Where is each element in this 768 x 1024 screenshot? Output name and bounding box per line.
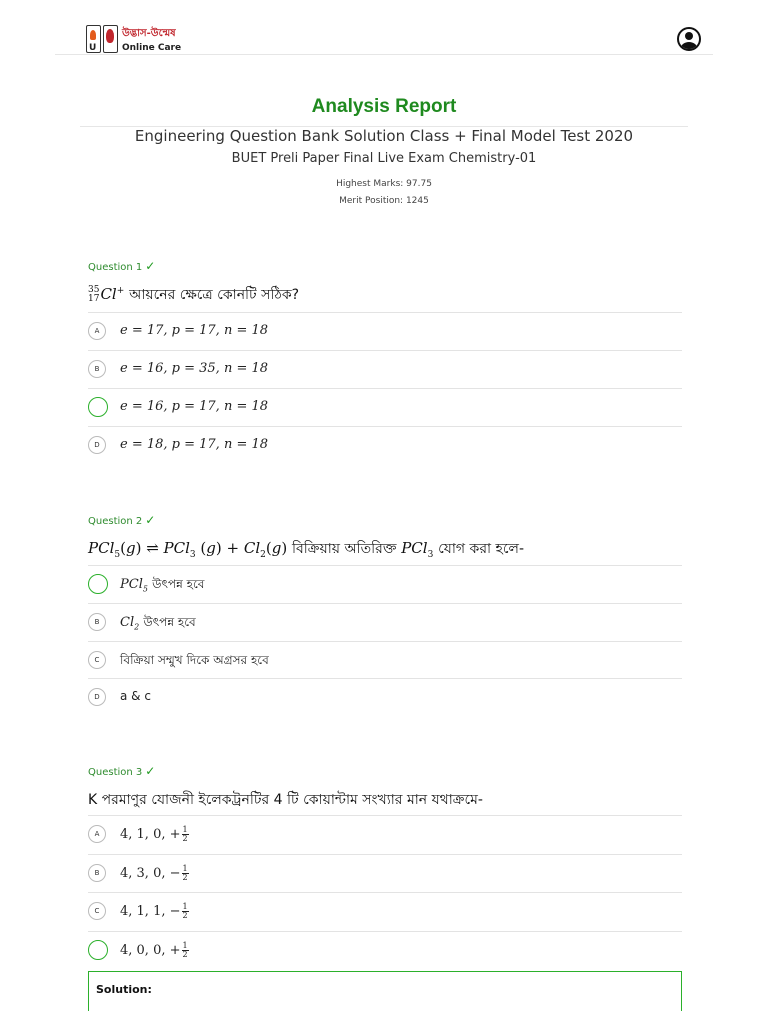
option-c[interactable]: C 4, 1, 1, − $\frac{1}{2}$	[88, 892, 682, 929]
option-text: e = 16, p = 35, n = 18	[120, 361, 269, 376]
option-text: উৎপন্ন হবে	[152, 577, 205, 591]
solution-box	[88, 971, 682, 1011]
question-text: 35 17 Cl+ আয়নের ক্ষেত্রে কোনটি সঠিক?	[88, 285, 300, 304]
option-d-correct[interactable]: 4, 0, 0, + $\frac{1}{2}$	[88, 931, 682, 968]
correct-answer-icon	[88, 397, 108, 417]
page-title: Analysis Report	[311, 96, 457, 117]
option-b[interactable]	[88, 350, 682, 387]
option-c-correct[interactable]	[88, 388, 682, 425]
merit-position: Merit Position: 1245	[339, 196, 429, 206]
option-c[interactable]	[88, 641, 682, 678]
question-text: PCl$_5$(g) ⇌ PCl$_3$ $(g) + Cl_2(g)$ বিক্রিয়ায় অতিরিক্ত PCl$_3$ যোগ করা হলে-	[88, 539, 524, 560]
option-text: 4, 1, 1, −	[120, 904, 181, 919]
option-text: e = 17, p = 17, n = 18	[120, 323, 269, 338]
option-letter: B	[88, 864, 106, 882]
question-label: Question 2 ✓	[88, 513, 156, 527]
course-name: Engineering Question Bank Solution Class + Final Model Test 2020	[134, 127, 634, 145]
option-text: e = 16, p = 17, n = 18	[120, 399, 269, 414]
option-b[interactable]: B $Cl_2$ উৎপন্ন হবে	[88, 603, 682, 640]
option-a[interactable]	[88, 312, 682, 349]
user-avatar-icon[interactable]	[677, 27, 701, 51]
option-text: e = 18, p = 17, n = 18	[120, 437, 269, 452]
option-text: উৎপন্ন হবে	[143, 615, 196, 629]
option-text: 4, 3, 0, −	[120, 866, 181, 881]
option-text: 4, 0, 0, +	[120, 943, 181, 958]
correct-answer-icon	[88, 574, 108, 594]
option-letter: A	[88, 322, 106, 340]
check-icon: ✓	[145, 764, 156, 778]
option-a[interactable]: A 4, 1, 0, + $\frac{1}{2}$	[88, 815, 682, 852]
option-letter: C	[88, 651, 106, 669]
exam-name: BUET Preli Paper Final Live Exam Chemistry-01	[231, 151, 537, 166]
solution-label: Solution:	[96, 983, 152, 996]
question-label: Question 3 ✓	[88, 764, 156, 778]
logo-mark-icon	[86, 25, 118, 53]
check-icon: ✓	[145, 259, 156, 273]
top-header	[0, 0, 768, 55]
logo-line2: Online Care	[122, 42, 182, 53]
question-label: Question 1 ✓	[88, 259, 156, 273]
option-letter: B	[88, 360, 106, 378]
option-text: a & c	[120, 689, 151, 703]
option-text: বিক্রিয়া সম্মুখ দিকে অগ্রসর হবে	[120, 653, 269, 667]
option-letter: A	[88, 825, 106, 843]
option-a-correct[interactable]: PCl$_5$ উৎপন্ন হবে	[88, 565, 682, 602]
option-letter: C	[88, 902, 106, 920]
option-d[interactable]	[88, 678, 682, 715]
option-b[interactable]: B 4, 3, 0, − $\frac{1}{2}$	[88, 854, 682, 891]
option-d[interactable]	[88, 426, 682, 463]
question-text: K পরমাণুর যোজনী ইলেকট্রনটির 4 টি কোয়ান্টাম সংখ্যার মান যথাক্রমে-	[88, 792, 483, 808]
correct-answer-icon	[88, 940, 108, 960]
check-icon: ✓	[145, 513, 156, 527]
header-divider	[55, 54, 713, 55]
option-letter: B	[88, 613, 106, 631]
highest-marks: Highest Marks: 97.75	[336, 179, 432, 189]
logo-line1: উদ্ভাস-উন্মেষ	[122, 27, 176, 39]
site-logo[interactable]	[86, 24, 181, 54]
option-text: 4, 1, 0, +	[120, 827, 181, 842]
option-letter: D	[88, 688, 106, 706]
option-letter: D	[88, 436, 106, 454]
